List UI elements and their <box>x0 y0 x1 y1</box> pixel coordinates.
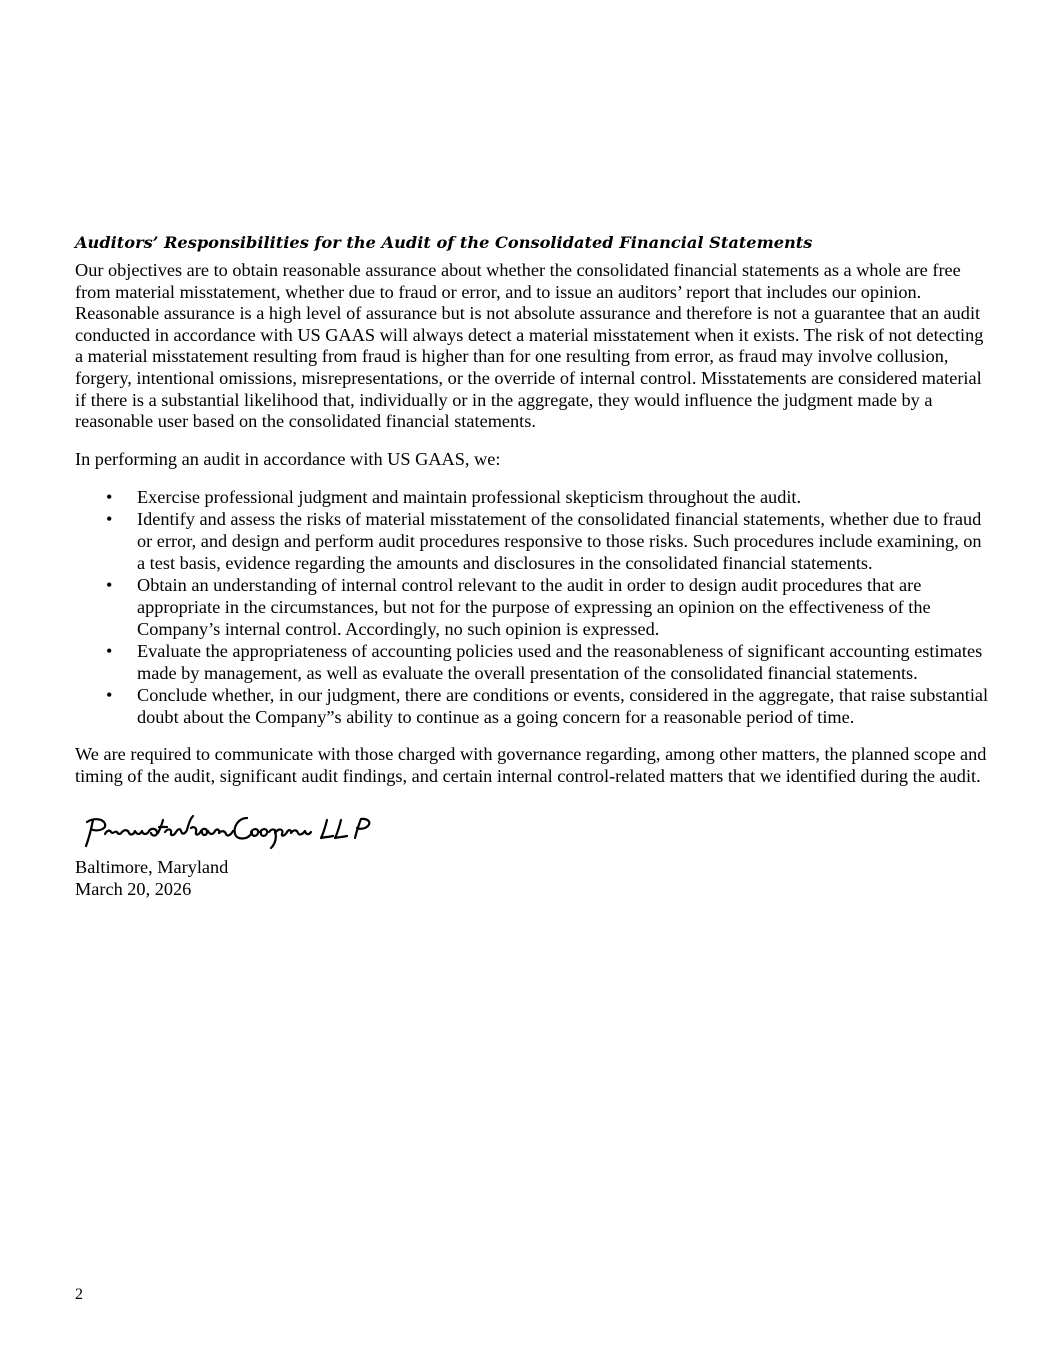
list-item-text: Obtain an understanding of internal control relevant to the audit in order to design audit procedures that are appropriate in the circumstances, but not for the purpose of expressing an opinion on the effectiveness of the Company’s internal control. Accordingly, no such opinion is expressed. <box>137 575 931 640</box>
report-date: March 20, 2026 <box>75 878 192 899</box>
list-item-text: Conclude whether, in our judgment, there are conditions or events, considered in the aggregate, that raise substantial doubt about the Company”s ability to continue as a going concern for a reasonable period of time. <box>137 685 989 728</box>
signature-icon <box>79 810 389 850</box>
city-state: Baltimore, Maryland <box>75 856 229 877</box>
bullet-icon: • <box>106 509 113 530</box>
intro-paragraph: In performing an audit in accordance with US GAAS, we: <box>75 448 501 469</box>
list-item <box>75 508 990 574</box>
bullet-icon: • <box>106 487 113 508</box>
governance-paragraph: We are required to communicate with those charged with governance regarding, among other matters, the planned scope and timing of the audit, significant audit findings, and certain internal control-related matters that we identified during the audit. <box>75 744 987 786</box>
page-number: 2 <box>75 1286 83 1303</box>
list-item <box>75 684 990 728</box>
bullet-icon: • <box>106 575 113 596</box>
report-page <box>75 231 990 900</box>
bullet-icon: • <box>106 641 113 662</box>
list-item <box>75 486 990 508</box>
list-item-text: Identify and assess the risks of material misstatement of the consolidated financial statements, whether due to fraud or error, and design and perform audit procedures responsive to those risks. Such procedures include examining, on a test basis, evidence regarding the amounts and disclosures in the consolidated financial statements. <box>137 509 982 574</box>
list-item <box>75 640 990 684</box>
list-item-text: Evaluate the appropriateness of accounting policies used and the reasonableness of significant accounting estimates made by management, as well as evaluate the overall presentation of the consolidated financial statements. <box>137 641 983 684</box>
objectives-paragraph: Our objectives are to obtain reasonable assurance about whether the consolidated financial statements as a whole are free from material misstatement, whether due to fraud or error, and to issue an auditors’ report that includes our opinion. Reasonable assurance is a high level of assurance but is not absolute assurance and therefore is not a guarantee that an audit conducted in accordance with US GAAS will always detect a material misstatement when it exists. The risk of not detecting a material misstatement resulting from fraud is higher than for one resulting from error, as fraud may involve collusion, forgery, intentional omissions, misrepresentations, or the override of internal control. Misstatements are considered material if there is a substantial likelihood that, individually or in the aggregate, they would influence the judgment made by a reasonable user based on the consolidated financial statements. <box>75 260 984 432</box>
section-heading: Auditors’ Responsibilities for the Audit of the Consolidated Financial Statements <box>75 233 813 252</box>
firm-signature <box>79 810 389 850</box>
list-item <box>75 574 990 640</box>
bullet-icon: • <box>106 685 113 706</box>
list-item-text: Exercise professional judgment and maintain professional skepticism throughout the audit. <box>137 487 802 508</box>
procedures-list <box>75 486 990 728</box>
